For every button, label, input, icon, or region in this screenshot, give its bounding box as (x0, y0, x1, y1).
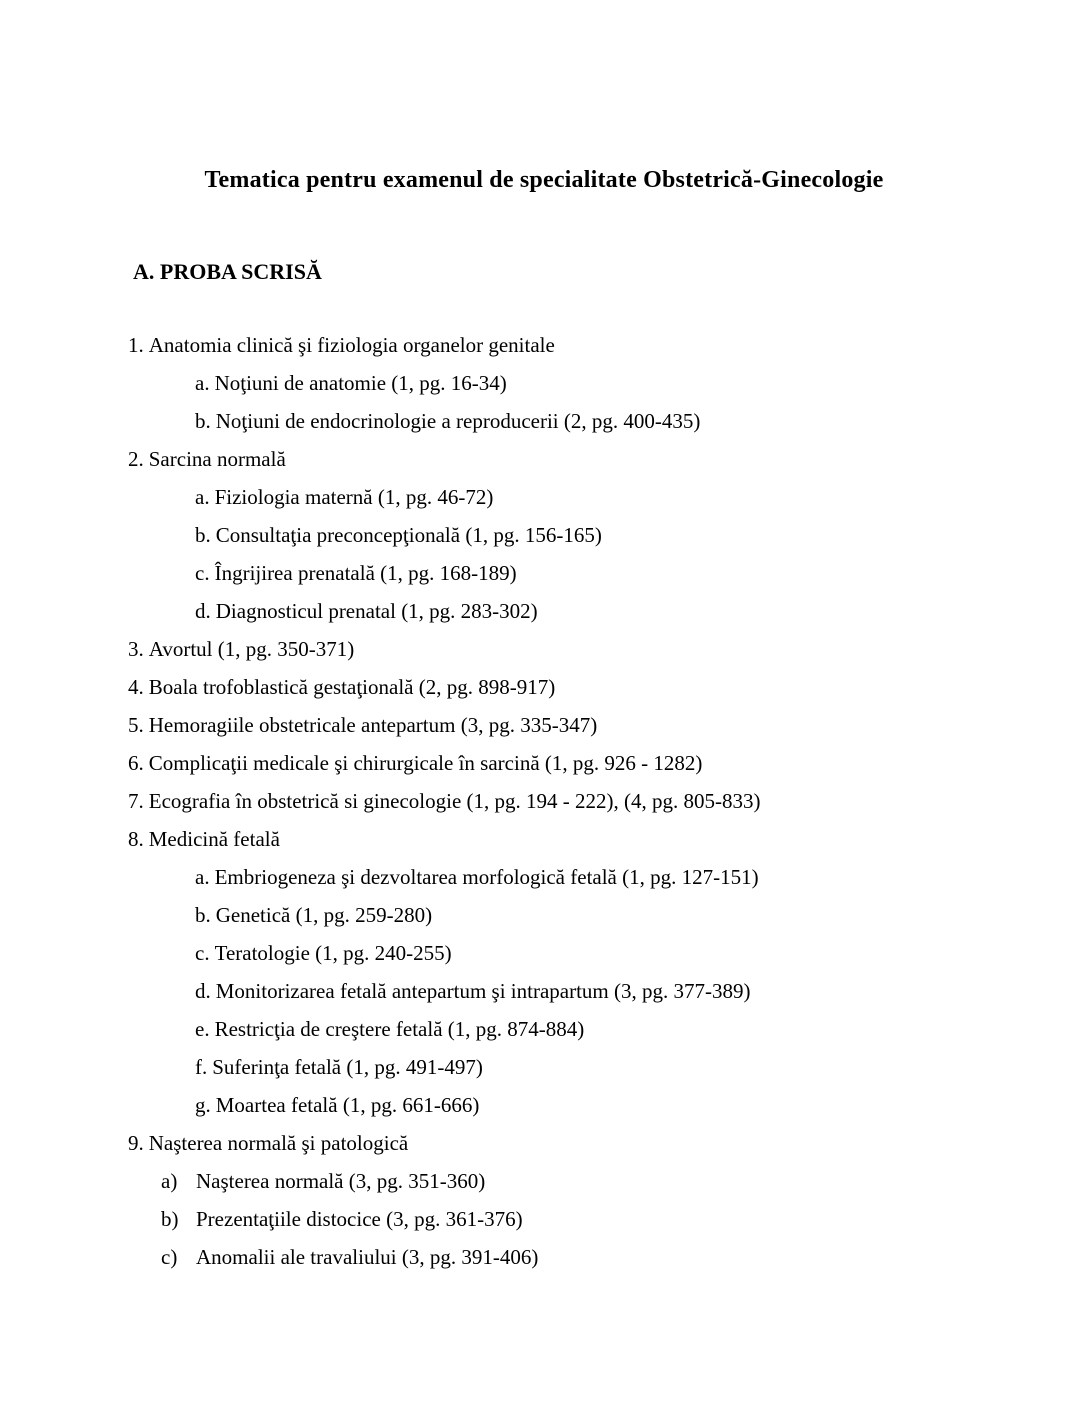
outline-line-text: Monitorizarea fetală antepartum şi intrapartum (3, pg. 377-389) (215, 979, 751, 1003)
outline-line-marker: 1. (128, 333, 144, 357)
outline-line-text: Prezentaţiile distocice (3, pg. 361-376) (196, 1207, 523, 1231)
outline-line (0, 1124, 1088, 1162)
outline-line-text: Naşterea normală (3, pg. 351-360) (196, 1169, 486, 1193)
outline-line-text: Genetică (1, pg. 259-280) (215, 903, 433, 927)
outline-line-marker: a. (195, 865, 210, 889)
outline-line (0, 326, 1088, 364)
outline-line (0, 402, 1088, 440)
outline-line-marker: b. (195, 903, 211, 927)
outline-line-marker: e. (195, 1017, 210, 1041)
outline-line-text: Consultaţia preconcepţională (1, pg. 156-165) (215, 523, 602, 547)
outline-line (0, 630, 1088, 668)
outline-line-marker: c) (161, 1245, 178, 1269)
outline-line-text: Medicină fetală (148, 827, 280, 851)
outline-line-marker: 9. (128, 1131, 144, 1155)
outline-line-marker: c. (195, 941, 210, 965)
outline-line-text: Complicaţii medicale şi chirurgicale în sarcină (1, pg. 926 - 1282) (148, 751, 703, 775)
outline-line-text: Noţiuni de endocrinologie a reproducerii (2, pg. 400-435) (215, 409, 701, 433)
outline-line-text: Embriogeneza şi dezvoltarea morfologică fetală (1, pg. 127-151) (214, 865, 759, 889)
outline-line-marker: 4. (128, 675, 144, 699)
section-heading: A. PROBA SCRISĂ (133, 259, 322, 284)
outline-line (0, 440, 1088, 478)
outline-line-marker: f. (195, 1055, 208, 1079)
outline-line-text: Avortul (1, pg. 350-371) (148, 637, 355, 661)
outline-line-marker: a. (195, 371, 210, 395)
outline-line-text: Diagnosticul prenatal (1, pg. 283-302) (215, 599, 538, 623)
outline-line-text: Boala trofoblastică gestaţională (2, pg. 898-917) (148, 675, 556, 699)
outline-line-marker: b) (161, 1207, 179, 1231)
outline-line (0, 516, 1088, 554)
outline-line (0, 668, 1088, 706)
outline-line-marker: 7. (128, 789, 144, 813)
outline-line (0, 706, 1088, 744)
outline-line-text: Teratologie (1, pg. 240-255) (214, 941, 452, 965)
document-title: Tematica pentru examenul de specialitate Obstetrică-Ginecologie (204, 167, 884, 193)
outline-line-text: Anatomia clinică şi fiziologia organelor genitale (148, 333, 555, 357)
outline-line (0, 1238, 1088, 1276)
outline-line-marker: 2. (128, 447, 144, 471)
outline-line (0, 782, 1088, 820)
outline-line (0, 1200, 1088, 1238)
outline-line (0, 934, 1088, 972)
outline-line (0, 896, 1088, 934)
outline-line (0, 1010, 1088, 1048)
outline-line-text: Ecografia în obstetrică si ginecologie (1, pg. 194 - 222), (4, pg. 805-833) (148, 789, 761, 813)
outline-line-marker: 3. (128, 637, 144, 661)
outline-line-marker: b. (195, 523, 211, 547)
outline-line-text: Noţiuni de anatomie (1, pg. 16-34) (214, 371, 507, 395)
outline-line (0, 744, 1088, 782)
outline-line-text: Fiziologia maternă (1, pg. 46-72) (214, 485, 494, 509)
outline-line-text: Sarcina normală (148, 447, 286, 471)
outline-line (0, 1162, 1088, 1200)
outline-line (0, 820, 1088, 858)
outline-line (0, 1086, 1088, 1124)
outline-line-text: Suferinţa fetală (1, pg. 491-497) (212, 1055, 483, 1079)
outline-line-marker: g. (195, 1093, 211, 1117)
outline-line-marker: 6. (128, 751, 144, 775)
outline-line-marker: c. (195, 561, 210, 585)
outline-line (0, 858, 1088, 896)
outline-line (0, 1048, 1088, 1086)
outline-line (0, 554, 1088, 592)
outline-line-marker: d. (195, 979, 211, 1003)
outline-line (0, 364, 1088, 402)
outline-list (0, 326, 1088, 1276)
outline-line (0, 592, 1088, 630)
outline-line (0, 972, 1088, 1010)
outline-line-text: Îngrijirea prenatală (1, pg. 168-189) (214, 561, 517, 585)
outline-line-marker: 8. (128, 827, 144, 851)
outline-line-text: Anomalii ale travaliului (3, pg. 391-406) (196, 1245, 539, 1269)
outline-line-marker: a) (161, 1169, 178, 1193)
outline-line-text: Naşterea normală şi patologică (148, 1131, 409, 1155)
outline-line-marker: d. (195, 599, 211, 623)
outline-line-marker: 5. (128, 713, 144, 737)
outline-line-marker: b. (195, 409, 211, 433)
outline-line-marker: a. (195, 485, 210, 509)
outline-line-text: Moartea fetală (1, pg. 661-666) (215, 1093, 480, 1117)
outline-line (0, 478, 1088, 516)
outline-line-text: Restricţia de creştere fetală (1, pg. 874-884) (214, 1017, 585, 1041)
outline-line-text: Hemoragiile obstetricale antepartum (3, pg. 335-347) (148, 713, 598, 737)
